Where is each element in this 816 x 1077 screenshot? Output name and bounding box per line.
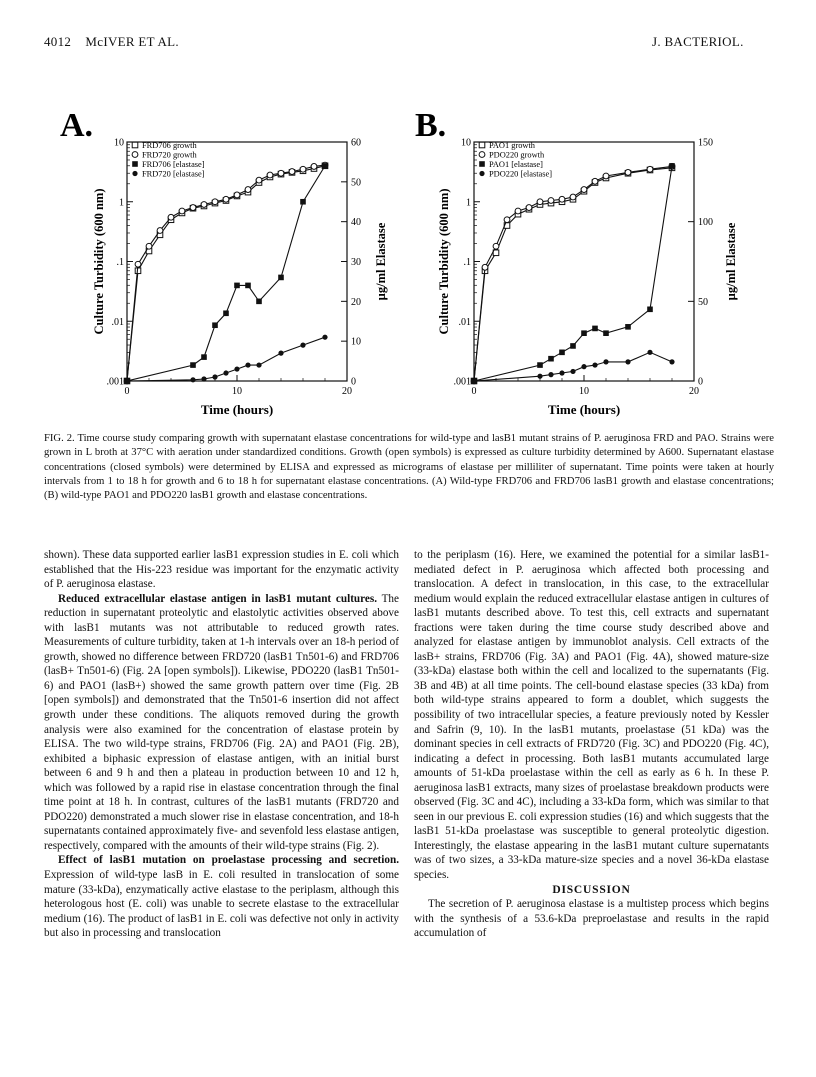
filled-square-marker bbox=[592, 326, 598, 332]
filled-circle-marker bbox=[190, 377, 195, 382]
filled-circle-marker bbox=[322, 335, 327, 340]
filled-circle-marker bbox=[234, 366, 239, 371]
filled-square-marker bbox=[570, 343, 576, 349]
legend-entry: FRD706 growth bbox=[142, 141, 197, 150]
open-circle-marker bbox=[179, 208, 185, 214]
legend-entry: PAO1 [elastase] bbox=[489, 160, 543, 169]
filled-circle-marker bbox=[570, 369, 575, 374]
filled-circle-marker bbox=[245, 362, 250, 367]
open-circle-marker bbox=[223, 196, 229, 202]
y2-axis-label: µg/ml Elastase bbox=[724, 222, 738, 301]
y-axis-label: Culture Turbidity (600 nm) bbox=[437, 188, 451, 335]
journal-header: J. BACTERIOL. bbox=[652, 34, 744, 49]
y-tick-label: .1 bbox=[116, 257, 124, 268]
open-circle-marker bbox=[278, 170, 284, 176]
filled-square-marker bbox=[278, 275, 284, 281]
legend-entry: FRD720 growth bbox=[142, 150, 197, 160]
filled-circle-marker bbox=[300, 343, 305, 348]
section-runin-heading: Reduced extracellular elastase antigen in lasB1 mutant cultures. bbox=[58, 592, 378, 605]
open-square-marker bbox=[479, 142, 485, 148]
open-circle-marker bbox=[267, 172, 273, 178]
filled-circle-marker bbox=[212, 374, 217, 379]
x-tick-label: 0 bbox=[124, 386, 130, 397]
x-axis-label: Time (hours) bbox=[200, 402, 274, 417]
figure-2 bbox=[0, 0, 816, 425]
discussion-heading: DISCUSSION bbox=[552, 883, 631, 896]
y2-tick-label: 40 bbox=[351, 217, 361, 229]
y2-tick-label: 100 bbox=[698, 217, 713, 229]
body-column-left bbox=[44, 548, 399, 941]
filled-circle-marker bbox=[124, 378, 129, 383]
open-circle-marker bbox=[504, 217, 510, 223]
open-circle-marker bbox=[135, 261, 141, 267]
filled-circle-marker bbox=[256, 362, 261, 367]
y2-tick-label: 150 bbox=[698, 137, 713, 149]
open-circle-marker bbox=[548, 198, 554, 204]
y2-tick-label: 50 bbox=[351, 177, 361, 189]
paragraph bbox=[44, 592, 399, 854]
open-circle-marker bbox=[537, 199, 543, 205]
filled-square-marker bbox=[603, 330, 609, 336]
y-tick-label: 10 bbox=[461, 137, 471, 149]
x-tick-label: 20 bbox=[342, 386, 352, 397]
legend-entry: FRD720 [elastase] bbox=[142, 169, 205, 179]
filled-square-marker bbox=[581, 330, 587, 336]
filled-circle-marker bbox=[278, 351, 283, 356]
open-circle-marker bbox=[311, 164, 317, 170]
paragraph: to the periplasm (16). Here, we examined the potential for a similar lasB1-mediated defect in P. aeruginosa which affected both processing and translocation. A defect in translocation, in this case, to the extracellular medium would explain the reduced extracellular elastase antigen in cultures of lasB1 mutants described above. To test this, cell extracts and supernatant fractions were taken during the time course study described above and analyzed for elastase antigen by immunoblot analysis. Cell extracts of the lasB+ strains, FRD706 (Fig. 3A) and PAO1 (Fig. 4A), showed mature-size (33-kDa) elastase both within the cell and localized to the supernatants (Fig. 3B and 4B) at all time points. The cell-bound elastase species (33 kDa) from both wild-type strains appeared to form a doublet, which suggests the possibility of two intracellular species, a feature previously noted by Kessler and Safrin (9, 10). In the lasB1 mutants, proelastase (51 kDa) was the dominant species in cell extracts of FRD720 (Fig. 3C) and PDO220 (Fig. 4C), indicating a defect in processing. Both lasB1 mutants accumulated large amounts of 51-kDa proelastase within the cell as early as 6 h. In these P. aeruginosa lasB1 extracts, many sizes of proelastase breakdown products were observed (Fig. 3C and 4C), including a 33-kDa form, which was similar to that seen in our previous E. coli expression studies (16) and which suggests that the lasB1 51-kDa proelastase was susceptible to general proteolytic digestion. Interestingly, the elastase appearing in the lasB1 mutant culture supernatants was of two sizes, a 33-kDa mature-size species and a novel 36-kDa elastase species. bbox=[414, 549, 769, 882]
filled-square-marker bbox=[625, 324, 631, 330]
filled-square-marker bbox=[256, 299, 262, 305]
x-tick-label: 20 bbox=[689, 386, 699, 397]
filled-circle-marker bbox=[548, 372, 553, 377]
open-circle-marker bbox=[482, 264, 488, 270]
legend-entry: FRD706 [elastase] bbox=[142, 160, 205, 169]
open-circle-marker bbox=[256, 177, 262, 183]
open-circle-marker bbox=[300, 166, 306, 172]
open-circle-marker bbox=[157, 228, 163, 234]
filled-square-marker bbox=[223, 310, 229, 316]
filled-circle-marker bbox=[471, 378, 476, 383]
open-circle-marker bbox=[647, 166, 653, 172]
y2-tick-label: 60 bbox=[351, 137, 361, 149]
y2-tick-label: 10 bbox=[351, 336, 361, 348]
y2-tick-label: 50 bbox=[698, 296, 708, 308]
body-column-right bbox=[414, 548, 769, 941]
filled-square-marker bbox=[537, 362, 543, 368]
x-tick-label: 0 bbox=[471, 386, 477, 397]
open-circle-marker bbox=[132, 152, 138, 158]
open-circle-marker bbox=[592, 178, 598, 184]
series-line bbox=[474, 352, 672, 381]
y-axis-label: Culture Turbidity (600 nm) bbox=[92, 188, 106, 335]
y-tick-label: .001 bbox=[453, 376, 471, 388]
y2-axis-label: µg/ml Elastase bbox=[374, 222, 388, 301]
open-circle-marker bbox=[168, 214, 174, 220]
open-circle-marker bbox=[581, 187, 587, 193]
filled-square-marker bbox=[669, 163, 675, 169]
paragraph-text: The reduction in supernatant proteolytic and elastolytic activities observed above with lasB1 mutants was not attributable to reduced growth rates. Measurements of culture turbidity, taken at 1-h intervals over an 18-h period of growth, showed no difference between FRD720 (lasB1 Tn501-6) and FRD706 (lasB+ Tn501-6) (Fig. 2A [open symbols]). Likewise, PDO220 (lasB1 Tn501-6) and PAO1 (lasB+) showed the same growth pattern over time (Fig. 2B [open symbols]) and demonstrated that the Tn501-6 insertion did not affect growth under these conditions. The aliquots removed during the growth analysis were also examined for the concentration of elastase protein by ELISA. The two wild-type strains, FRD706 (Fig. 2A) and PAO1 (Fig. 2B), exhibited a biphasic expression of elastase antigen, with an initial burst between 6 and 9 h and then a plateau in production between 10 and 12 h, which was followed by a rapid rise in elastase concentration through the final time point at 18 h. In contrast, cultures of the lasB1 mutants (FRD720 and PDO220) demonstrated a much slower rise in elastase concentration, and 18-h supernatants contained approximately five- and sevenfold less elastase antigen, respectively, compared with the amounts of their wild-type strains (Fig. 2). bbox=[44, 592, 399, 852]
filled-circle-marker bbox=[581, 364, 586, 369]
y-tick-label: 1 bbox=[119, 197, 124, 209]
panel-label: A. bbox=[60, 107, 94, 144]
panel-label: B. bbox=[415, 107, 447, 144]
filled-square-marker bbox=[322, 163, 328, 169]
open-circle-marker bbox=[245, 187, 251, 193]
open-circle-marker bbox=[289, 169, 295, 175]
filled-circle-marker bbox=[132, 171, 137, 176]
filled-circle-marker bbox=[537, 374, 542, 379]
y2-tick-label: 0 bbox=[698, 376, 703, 388]
chart-panel-b bbox=[415, 107, 738, 417]
filled-square-marker bbox=[300, 199, 306, 205]
filled-circle-marker bbox=[603, 359, 608, 364]
caption-text: Time course study comparing growth with supernatant elastase concentrations for wild-type and lasB1 mutant strains of P. aeruginosa FRD and PAO. Strains were grown in L broth at 37°C with aeration under standardized conditions. Growth (open symbols) is expressed as culture turbidity determined by A600. Supernatant elastase concentrations (closed symbols) were determined by ELISA and expressed as micrograms of elastase per milliliter of supernatant. Time points were taken at hourly intervals from 1 to 18 h for growth and 6 to 18 h for supernatant elastase concentrations. (A) Wild-type FRD706 and FRD706 lasB1 growth and elastase concentrations; (B) wild-type PAO1 and PDO220 lasB1 growth and elastase concentrations. bbox=[44, 433, 774, 502]
filled-circle-marker bbox=[592, 362, 597, 367]
section-runin-heading: Effect of lasB1 mutation on proelastase processing and secretion. bbox=[58, 854, 399, 867]
open-circle-marker bbox=[526, 205, 532, 211]
filled-circle-marker bbox=[669, 359, 674, 364]
filled-circle-marker bbox=[625, 359, 630, 364]
open-circle-marker bbox=[201, 202, 207, 208]
filled-circle-marker bbox=[559, 370, 564, 375]
filled-square-marker bbox=[234, 283, 240, 289]
open-circle-marker bbox=[190, 205, 196, 211]
y-tick-label: 1 bbox=[466, 197, 471, 209]
filled-circle-marker bbox=[647, 350, 652, 355]
open-square-marker bbox=[132, 142, 138, 148]
legend-entry: PDO220 growth bbox=[489, 150, 545, 160]
page-number: 4012 bbox=[44, 34, 72, 49]
y-tick-label: .01 bbox=[458, 316, 471, 328]
filled-square-marker bbox=[201, 354, 207, 360]
filled-square-marker bbox=[212, 322, 218, 328]
chart-panel-a bbox=[60, 107, 388, 417]
y-tick-label: 10 bbox=[114, 137, 124, 149]
open-circle-marker bbox=[515, 208, 521, 214]
paragraph-text: Expression of wild-type lasB in E. coli resulted in translocation of some mature (33-kDa), enzymatically active elastase to the periplasm, although this heterologous host (E. coli) was unable to secrete elastase to the extracellular medium (16). The product of lasB1 in E. coli was defective not only in activity but also in processing and translocation bbox=[44, 869, 399, 940]
filled-square-marker bbox=[479, 161, 485, 167]
legend-entry: PAO1 growth bbox=[489, 141, 535, 150]
x-tick-label: 10 bbox=[232, 386, 242, 397]
open-circle-marker bbox=[146, 243, 152, 249]
x-axis-label: Time (hours) bbox=[547, 402, 621, 417]
paragraph: The secretion of P. aeruginosa elastase is a multistep process which begins with the synthesis of a 53.6-kDa preproelastase and results in the rapid accumulation of bbox=[414, 898, 769, 940]
legend-entry: PDO220 [elastase] bbox=[489, 169, 553, 179]
open-circle-marker bbox=[493, 243, 499, 249]
figure-caption bbox=[44, 432, 774, 503]
filled-square-marker bbox=[190, 362, 196, 368]
open-circle-marker bbox=[603, 173, 609, 179]
filled-square-marker bbox=[647, 307, 653, 313]
caption-label: FIG. 2. bbox=[44, 433, 75, 444]
open-circle-marker bbox=[570, 194, 576, 200]
open-circle-marker bbox=[212, 199, 218, 205]
filled-square-marker bbox=[132, 161, 138, 167]
paragraph: shown). These data supported earlier lasB1 expression studies in E. coli which established that the His-223 residue was important for the enzymatic activity of P. aeruginosa elastase. bbox=[44, 549, 399, 591]
filled-square-marker bbox=[548, 356, 554, 362]
open-circle-marker bbox=[625, 169, 631, 175]
filled-circle-marker bbox=[201, 376, 206, 381]
y2-tick-label: 30 bbox=[351, 257, 361, 268]
x-tick-label: 10 bbox=[579, 386, 589, 397]
y-tick-label: .01 bbox=[111, 316, 124, 328]
filled-square-marker bbox=[559, 350, 565, 356]
y-tick-label: .001 bbox=[106, 376, 124, 388]
open-circle-marker bbox=[479, 152, 485, 158]
open-circle-marker bbox=[559, 196, 565, 202]
open-circle-marker bbox=[234, 192, 240, 198]
y-tick-label: .1 bbox=[463, 257, 471, 268]
filled-square-marker bbox=[245, 283, 251, 289]
author-header: McIVER ET AL. bbox=[85, 34, 179, 49]
filled-circle-marker bbox=[479, 171, 484, 176]
filled-circle-marker bbox=[223, 370, 228, 375]
paragraph bbox=[44, 853, 399, 940]
y2-tick-label: 0 bbox=[351, 376, 356, 388]
y2-tick-label: 20 bbox=[351, 296, 361, 308]
